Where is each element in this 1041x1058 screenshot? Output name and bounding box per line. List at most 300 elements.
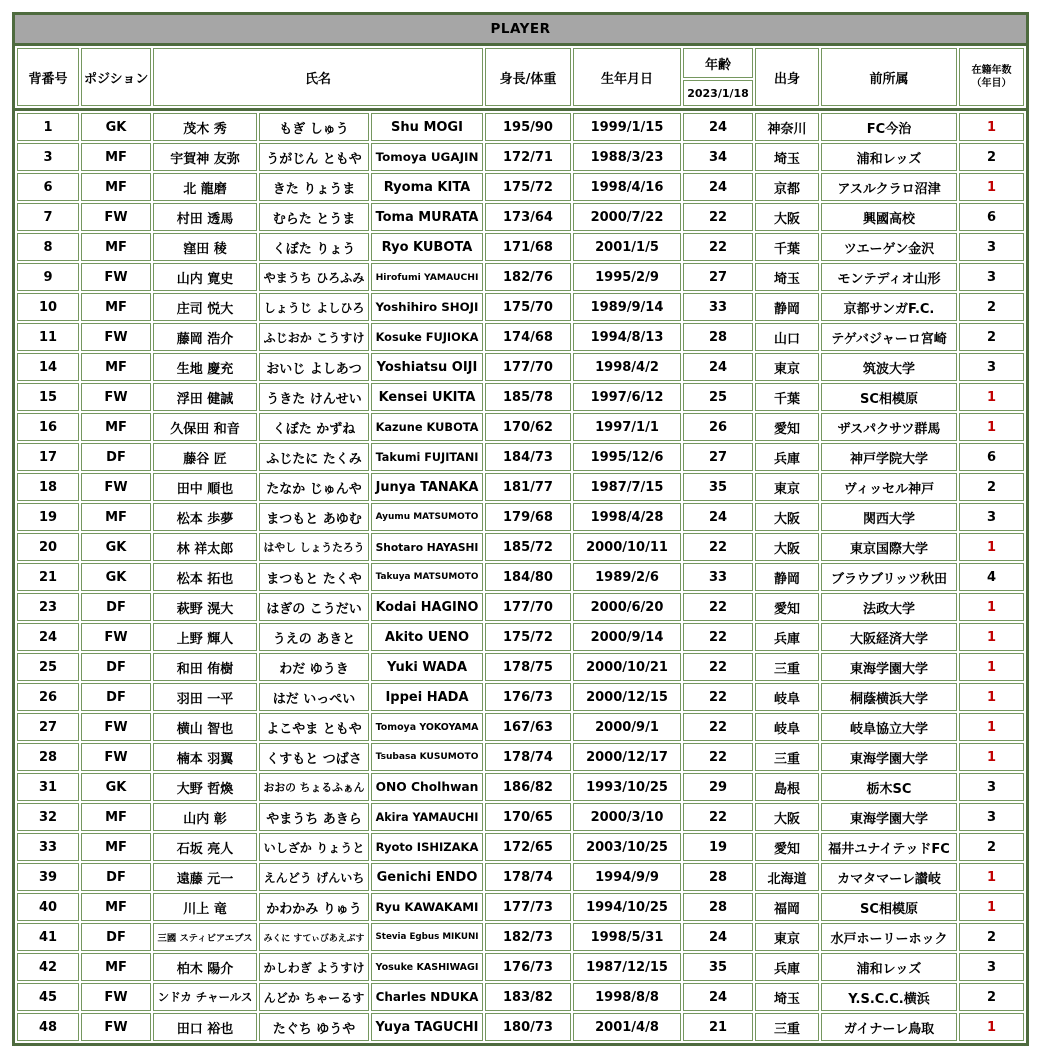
birth-date-cell: 1994/8/13 (573, 323, 681, 351)
previous-club-cell: 東海学園大学 (821, 653, 957, 681)
position-cell: MF (81, 893, 151, 921)
position-cell: MF (81, 293, 151, 321)
birth-date-cell: 1998/4/16 (573, 173, 681, 201)
player-row (17, 953, 1024, 981)
tenure-years-cell: 2 (959, 143, 1024, 171)
name-romaji-cell: Kosuke FUJIOKA (371, 323, 483, 351)
origin-cell: 兵庫 (755, 953, 819, 981)
name-kana-cell: みくに すてぃびあえぶす (259, 923, 369, 951)
jersey-number-cell: 17 (17, 443, 79, 471)
name-romaji-cell: Junya TANAKA (371, 473, 483, 501)
birth-date-cell: 1988/3/23 (573, 143, 681, 171)
position-cell: MF (81, 413, 151, 441)
age-cell: 19 (683, 833, 753, 861)
height-weight-cell: 177/70 (485, 353, 571, 381)
previous-club-cell: 大阪経済大学 (821, 623, 957, 651)
player-row (17, 683, 1024, 711)
name-kanji-cell: 久保田 和音 (153, 413, 257, 441)
origin-cell: 静岡 (755, 293, 819, 321)
birth-date-cell: 2001/1/5 (573, 233, 681, 261)
name-kana-cell: うきた けんせい (259, 383, 369, 411)
height-weight-cell: 178/75 (485, 653, 571, 681)
origin-cell: 愛知 (755, 413, 819, 441)
name-kana-cell: やまうち あきら (259, 803, 369, 831)
name-kanji-cell: 楠本 羽翼 (153, 743, 257, 771)
origin-cell: 神奈川 (755, 113, 819, 141)
previous-club-cell: 筑波大学 (821, 353, 957, 381)
player-row (17, 563, 1024, 591)
name-romaji-cell: Charles NDUKA (371, 983, 483, 1011)
name-romaji-cell: Genichi ENDO (371, 863, 483, 891)
age-cell: 27 (683, 263, 753, 291)
table-title: PLAYER (15, 15, 1026, 46)
jersey-number-cell: 48 (17, 1013, 79, 1041)
tenure-years-cell: 1 (959, 623, 1024, 651)
position-cell: MF (81, 143, 151, 171)
height-weight-cell: 170/62 (485, 413, 571, 441)
name-kanji-cell: 田中 順也 (153, 473, 257, 501)
name-romaji-cell: Kazune KUBOTA (371, 413, 483, 441)
tenure-years-cell: 3 (959, 953, 1024, 981)
jersey-number-cell: 42 (17, 953, 79, 981)
position-cell: MF (81, 353, 151, 381)
name-kanji-cell: 松本 歩夢 (153, 503, 257, 531)
position-cell: DF (81, 683, 151, 711)
previous-club-cell: 浦和レッズ (821, 953, 957, 981)
origin-cell: 三重 (755, 743, 819, 771)
birth-date-cell: 1997/6/12 (573, 383, 681, 411)
player-rows (17, 113, 1024, 1041)
tenure-years-cell: 1 (959, 743, 1024, 771)
name-romaji-cell: Ryu KAWAKAMI (371, 893, 483, 921)
name-kana-cell: はだ いっぺい (259, 683, 369, 711)
position-cell: MF (81, 803, 151, 831)
age-cell: 22 (683, 533, 753, 561)
height-weight-cell: 180/73 (485, 1013, 571, 1041)
origin-cell: 京都 (755, 173, 819, 201)
jersey-number-cell: 9 (17, 263, 79, 291)
name-romaji-cell: Ryoma KITA (371, 173, 483, 201)
name-romaji-cell: Yosuke KASHIWAGI (371, 953, 483, 981)
tenure-years-cell: 2 (959, 323, 1024, 351)
birth-date-cell: 1995/2/9 (573, 263, 681, 291)
birth-date-cell: 2000/10/21 (573, 653, 681, 681)
previous-club-cell: ヴィッセル神戸 (821, 473, 957, 501)
name-kana-cell: うえの あきと (259, 623, 369, 651)
birth-date-cell: 2000/7/22 (573, 203, 681, 231)
player-row (17, 503, 1024, 531)
jersey-number-cell: 7 (17, 203, 79, 231)
name-kanji-cell: 茂木 秀 (153, 113, 257, 141)
age-cell: 29 (683, 773, 753, 801)
jersey-number-cell: 3 (17, 143, 79, 171)
column-header-section (15, 46, 1026, 111)
position-cell: GK (81, 533, 151, 561)
birth-date-cell: 2000/12/17 (573, 743, 681, 771)
player-row (17, 203, 1024, 231)
tenure-header-line2: （年目） (971, 78, 1012, 89)
birth-date-cell: 1997/1/1 (573, 413, 681, 441)
previous-club-cell: Y.S.C.C.横浜 (821, 983, 957, 1011)
name-romaji-cell: Shotaro HAYASHI (371, 533, 483, 561)
player-row (17, 653, 1024, 681)
age-cell: 22 (683, 653, 753, 681)
name-kana-cell: むらた とうま (259, 203, 369, 231)
origin-cell: 千葉 (755, 233, 819, 261)
name-kanji-cell: 生地 慶充 (153, 353, 257, 381)
height-weight-cell: 175/72 (485, 623, 571, 651)
age-cell: 28 (683, 863, 753, 891)
name-kanji-cell: 庄司 悦大 (153, 293, 257, 321)
player-row (17, 623, 1024, 651)
name-kana-cell: うがじん ともや (259, 143, 369, 171)
name-romaji-cell: Kodai HAGINO (371, 593, 483, 621)
tenure-years-cell: 1 (959, 1013, 1024, 1041)
height-weight-cell: 195/90 (485, 113, 571, 141)
previous-club-cell: カマタマーレ讃岐 (821, 863, 957, 891)
player-row (17, 983, 1024, 1011)
previous-club-cell: 東海学園大学 (821, 803, 957, 831)
previous-club-cell: 桐蔭横浜大学 (821, 683, 957, 711)
height-weight-cell: 184/73 (485, 443, 571, 471)
jersey-number-cell: 41 (17, 923, 79, 951)
col-header-height-weight: 身長/体重 (485, 48, 571, 106)
height-weight-cell: 171/68 (485, 233, 571, 261)
name-kana-cell: きた りょうま (259, 173, 369, 201)
name-romaji-cell: Yuki WADA (371, 653, 483, 681)
name-romaji-cell: Yuya TAGUCHI (371, 1013, 483, 1041)
player-row (17, 713, 1024, 741)
tenure-years-cell: 6 (959, 203, 1024, 231)
jersey-number-cell: 10 (17, 293, 79, 321)
previous-club-cell: 福井ユナイテッドFC (821, 833, 957, 861)
previous-club-cell: アスルクラロ沼津 (821, 173, 957, 201)
name-kanji-cell: 田口 裕也 (153, 1013, 257, 1041)
age-cell: 22 (683, 233, 753, 261)
position-cell: FW (81, 263, 151, 291)
player-row (17, 593, 1024, 621)
previous-club-cell: 関西大学 (821, 503, 957, 531)
name-kanji-cell: 松本 拓也 (153, 563, 257, 591)
previous-club-cell: SC相模原 (821, 893, 957, 921)
origin-cell: 大阪 (755, 503, 819, 531)
height-weight-cell: 182/76 (485, 263, 571, 291)
name-kanji-cell: ンドカ チャールス (153, 983, 257, 1011)
name-kanji-cell: 浮田 健誠 (153, 383, 257, 411)
name-kanji-cell: 羽田 一平 (153, 683, 257, 711)
name-kana-cell: くぼた りょう (259, 233, 369, 261)
jersey-number-cell: 27 (17, 713, 79, 741)
player-row (17, 383, 1024, 411)
player-row (17, 863, 1024, 891)
age-cell: 24 (683, 353, 753, 381)
age-cell: 33 (683, 563, 753, 591)
player-row (17, 293, 1024, 321)
origin-cell: 大阪 (755, 203, 819, 231)
age-cell: 24 (683, 923, 753, 951)
birth-date-cell: 2000/9/14 (573, 623, 681, 651)
jersey-number-cell: 14 (17, 353, 79, 381)
position-cell: DF (81, 443, 151, 471)
name-romaji-cell: Tomoya YOKOYAMA (371, 713, 483, 741)
jersey-number-cell: 32 (17, 803, 79, 831)
player-row (17, 893, 1024, 921)
position-cell: FW (81, 713, 151, 741)
birth-date-cell: 1998/4/2 (573, 353, 681, 381)
position-cell: DF (81, 923, 151, 951)
birth-date-cell: 2003/10/25 (573, 833, 681, 861)
jersey-number-cell: 19 (17, 503, 79, 531)
name-kana-cell: ふじおか こうすけ (259, 323, 369, 351)
name-kana-cell: よこやま ともや (259, 713, 369, 741)
name-romaji-cell: Hirofumi YAMAUCHI (371, 263, 483, 291)
origin-cell: 東京 (755, 473, 819, 501)
tenure-years-cell: 4 (959, 563, 1024, 591)
name-kana-cell: くぼた かずね (259, 413, 369, 441)
origin-cell: 岐阜 (755, 713, 819, 741)
previous-club-cell: 興國高校 (821, 203, 957, 231)
player-roster-table (12, 12, 1029, 1046)
name-romaji-cell: ONO Cholhwan (371, 773, 483, 801)
origin-cell: 福岡 (755, 893, 819, 921)
name-kana-cell: えんどう げんいち (259, 863, 369, 891)
name-kana-cell: まつもと あゆむ (259, 503, 369, 531)
name-kanji-cell: 窪田 稜 (153, 233, 257, 261)
tenure-years-cell: 1 (959, 863, 1024, 891)
age-cell: 22 (683, 593, 753, 621)
jersey-number-cell: 40 (17, 893, 79, 921)
origin-cell: 埼玉 (755, 143, 819, 171)
name-kanji-cell: 藤谷 匠 (153, 443, 257, 471)
height-weight-cell: 178/74 (485, 863, 571, 891)
jersey-number-cell: 18 (17, 473, 79, 501)
height-weight-cell: 174/68 (485, 323, 571, 351)
position-cell: DF (81, 863, 151, 891)
jersey-number-cell: 11 (17, 323, 79, 351)
tenure-years-cell: 3 (959, 773, 1024, 801)
jersey-number-cell: 33 (17, 833, 79, 861)
height-weight-cell: 181/77 (485, 473, 571, 501)
origin-cell: 愛知 (755, 833, 819, 861)
position-cell: FW (81, 1013, 151, 1041)
name-kana-cell: たぐち ゆうや (259, 1013, 369, 1041)
tenure-years-cell: 1 (959, 713, 1024, 741)
name-romaji-cell: Ayumu MATSUMOTO (371, 503, 483, 531)
age-cell: 35 (683, 473, 753, 501)
previous-club-cell: テゲバジャーロ宮崎 (821, 323, 957, 351)
col-header-age: 年齢 (683, 48, 753, 78)
name-kana-cell: かわかみ りゅう (259, 893, 369, 921)
col-header-name: 氏名 (153, 48, 483, 106)
position-cell: DF (81, 593, 151, 621)
birth-date-cell: 1998/4/28 (573, 503, 681, 531)
name-kanji-cell: 宇賀神 友弥 (153, 143, 257, 171)
age-cell: 22 (683, 803, 753, 831)
previous-club-cell: SC相模原 (821, 383, 957, 411)
origin-cell: 三重 (755, 653, 819, 681)
jersey-number-cell: 28 (17, 743, 79, 771)
name-kanji-cell: 三國 スティビアエブス (153, 923, 257, 951)
name-romaji-cell: Takuya MATSUMOTO (371, 563, 483, 591)
previous-club-cell: 京都サンガF.C. (821, 293, 957, 321)
player-row (17, 923, 1024, 951)
origin-cell: 兵庫 (755, 623, 819, 651)
name-kanji-cell: 山内 寛史 (153, 263, 257, 291)
name-romaji-cell: Yoshiatsu OIJI (371, 353, 483, 381)
player-row (17, 143, 1024, 171)
previous-club-cell: 岐阜協立大学 (821, 713, 957, 741)
jersey-number-cell: 16 (17, 413, 79, 441)
name-kanji-cell: 遠藤 元一 (153, 863, 257, 891)
jersey-number-cell: 1 (17, 113, 79, 141)
origin-cell: 東京 (755, 923, 819, 951)
origin-cell: 大阪 (755, 803, 819, 831)
height-weight-cell: 186/82 (485, 773, 571, 801)
col-header-tenure-years (959, 48, 1024, 106)
name-kana-cell: もぎ しゅう (259, 113, 369, 141)
birth-date-cell: 1994/9/9 (573, 863, 681, 891)
previous-club-cell: 東海学園大学 (821, 743, 957, 771)
player-row (17, 443, 1024, 471)
height-weight-cell: 173/64 (485, 203, 571, 231)
name-kanji-cell: 萩野 滉大 (153, 593, 257, 621)
tenure-years-cell: 2 (959, 833, 1024, 861)
birth-date-cell: 1987/7/15 (573, 473, 681, 501)
birth-date-cell: 2000/3/10 (573, 803, 681, 831)
position-cell: FW (81, 743, 151, 771)
previous-club-cell: ザスパクサツ群馬 (821, 413, 957, 441)
name-kanji-cell: 川上 竜 (153, 893, 257, 921)
position-cell: GK (81, 113, 151, 141)
previous-club-cell: 法政大学 (821, 593, 957, 621)
name-romaji-cell: Tomoya UGAJIN (371, 143, 483, 171)
tenure-years-cell: 3 (959, 353, 1024, 381)
previous-club-cell: FC今治 (821, 113, 957, 141)
position-cell: MF (81, 233, 151, 261)
previous-club-cell: ブラウブリッツ秋田 (821, 563, 957, 591)
origin-cell: 静岡 (755, 563, 819, 591)
name-kana-cell: ふじたに たくみ (259, 443, 369, 471)
age-cell: 22 (683, 683, 753, 711)
tenure-years-cell: 1 (959, 593, 1024, 621)
name-kana-cell: やまうち ひろふみ (259, 263, 369, 291)
height-weight-cell: 175/70 (485, 293, 571, 321)
name-kana-cell: わだ ゆうき (259, 653, 369, 681)
col-header-previous-club: 前所属 (821, 48, 957, 106)
col-header-position: ポジション (81, 48, 151, 106)
origin-cell: 山口 (755, 323, 819, 351)
birth-date-cell: 1995/12/6 (573, 443, 681, 471)
age-cell: 35 (683, 953, 753, 981)
age-cell: 22 (683, 713, 753, 741)
tenure-years-cell: 6 (959, 443, 1024, 471)
name-kana-cell: いしざか りょうと (259, 833, 369, 861)
previous-club-cell: 水戸ホーリーホック (821, 923, 957, 951)
height-weight-cell: 184/80 (485, 563, 571, 591)
name-romaji-cell: Kensei UKITA (371, 383, 483, 411)
jersey-number-cell: 31 (17, 773, 79, 801)
age-cell: 27 (683, 443, 753, 471)
birth-date-cell: 2000/9/1 (573, 713, 681, 741)
player-row (17, 263, 1024, 291)
birth-date-cell: 1998/5/31 (573, 923, 681, 951)
birth-date-cell: 1999/1/15 (573, 113, 681, 141)
origin-cell: 岐阜 (755, 683, 819, 711)
position-cell: FW (81, 383, 151, 411)
name-romaji-cell: Stevia Egbus MIKUNI (371, 923, 483, 951)
name-kanji-cell: 横山 智也 (153, 713, 257, 741)
position-cell: MF (81, 173, 151, 201)
birth-date-cell: 2000/6/20 (573, 593, 681, 621)
jersey-number-cell: 39 (17, 863, 79, 891)
tenure-years-cell: 1 (959, 413, 1024, 441)
age-cell: 28 (683, 893, 753, 921)
birth-date-cell: 2000/12/15 (573, 683, 681, 711)
age-cell: 26 (683, 413, 753, 441)
name-kanji-cell: 林 祥太郎 (153, 533, 257, 561)
player-row (17, 1013, 1024, 1041)
name-romaji-cell: Shu MOGI (371, 113, 483, 141)
height-weight-cell: 185/72 (485, 533, 571, 561)
name-kana-cell: はぎの こうだい (259, 593, 369, 621)
age-cell: 22 (683, 623, 753, 651)
roster-header (15, 46, 1026, 108)
position-cell: MF (81, 833, 151, 861)
height-weight-cell: 172/71 (485, 143, 571, 171)
age-cell: 21 (683, 1013, 753, 1041)
jersey-number-cell: 8 (17, 233, 79, 261)
name-kana-cell: しょうじ よしひろ (259, 293, 369, 321)
player-row (17, 473, 1024, 501)
tenure-years-cell: 1 (959, 533, 1024, 561)
name-romaji-cell: Ryo KUBOTA (371, 233, 483, 261)
position-cell: MF (81, 953, 151, 981)
height-weight-cell: 183/82 (485, 983, 571, 1011)
origin-cell: 埼玉 (755, 983, 819, 1011)
tenure-years-cell: 1 (959, 383, 1024, 411)
origin-cell: 三重 (755, 1013, 819, 1041)
name-kana-cell: まつもと たくや (259, 563, 369, 591)
birth-date-cell: 1998/8/8 (573, 983, 681, 1011)
tenure-years-cell: 2 (959, 293, 1024, 321)
height-weight-cell: 179/68 (485, 503, 571, 531)
age-cell: 22 (683, 743, 753, 771)
tenure-years-cell: 3 (959, 263, 1024, 291)
player-row (17, 113, 1024, 141)
age-cell: 24 (683, 983, 753, 1011)
tenure-years-cell: 1 (959, 893, 1024, 921)
col-header-jersey-number: 背番号 (17, 48, 79, 106)
height-weight-cell: 177/70 (485, 593, 571, 621)
player-row (17, 773, 1024, 801)
position-cell: FW (81, 473, 151, 501)
height-weight-cell: 177/73 (485, 893, 571, 921)
jersey-number-cell: 45 (17, 983, 79, 1011)
player-row (17, 233, 1024, 261)
origin-cell: 大阪 (755, 533, 819, 561)
player-row (17, 413, 1024, 441)
origin-cell: 兵庫 (755, 443, 819, 471)
position-cell: FW (81, 323, 151, 351)
height-weight-cell: 185/78 (485, 383, 571, 411)
name-romaji-cell: Toma MURATA (371, 203, 483, 231)
player-row (17, 173, 1024, 201)
age-cell: 28 (683, 323, 753, 351)
tenure-years-cell: 2 (959, 923, 1024, 951)
previous-club-cell: 神戸学院大学 (821, 443, 957, 471)
tenure-years-cell: 3 (959, 503, 1024, 531)
jersey-number-cell: 21 (17, 563, 79, 591)
